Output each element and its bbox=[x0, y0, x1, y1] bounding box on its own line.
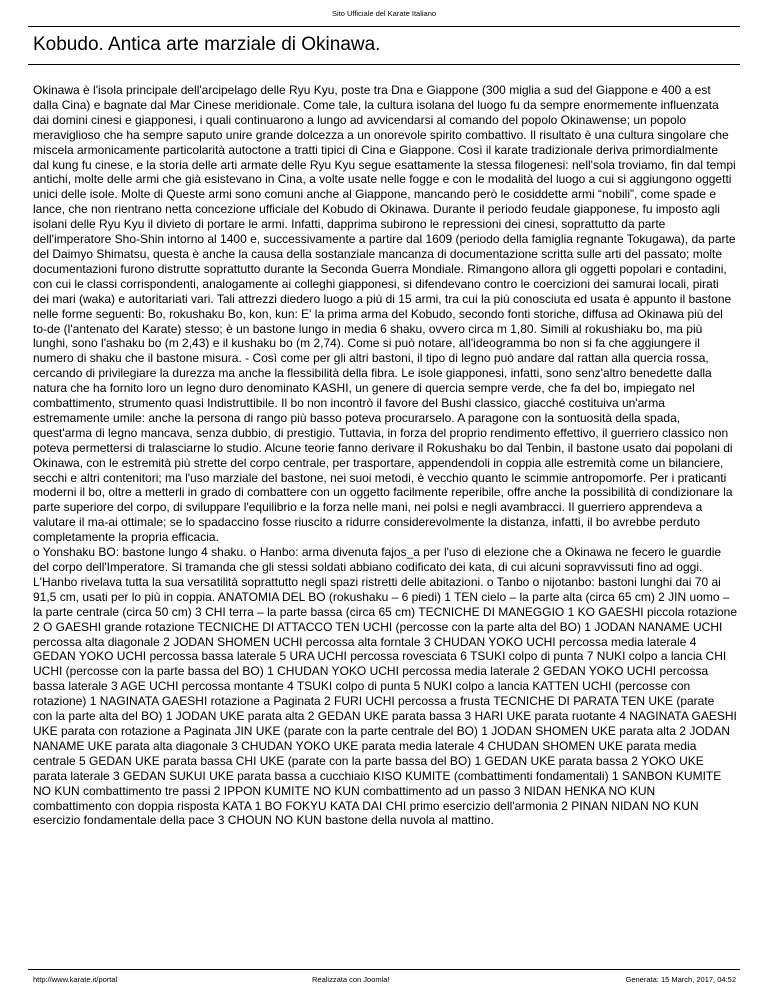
header-divider bbox=[28, 26, 740, 27]
footer-generated-date: Generata: 15 March, 2017, 04:52 bbox=[625, 975, 736, 984]
footer-divider bbox=[28, 969, 740, 970]
footer-url-link[interactable]: http://www.karate.it/portal bbox=[33, 975, 118, 984]
site-header: Sito Ufficiale del Karate Italiano bbox=[331, 9, 437, 18]
title-divider bbox=[28, 64, 740, 65]
article-title: Kobudo. Antica arte marziale di Okinawa. bbox=[33, 34, 381, 55]
article-body: Okinawa è l'isola principale dell'arcipelago delle Ryu Kyu, poste tra Dna e Giappone (300 miglia a sud del Giappone e 400 a est dalla Cina) e bagnate dal Mar Cinese meridionale. Come tale, la cultura isolana del luogo fu da sempre enormemente influenzata dai domini cinesi e giapponesi, i quali continuarono a lungo ad avvicendarsi al comando del popolo Okinawense; un popolo meraviglioso che ha sempre saputo unire grande dolcezza a un onorevole spirito combattivo. Il risultato è una cultura singolare che miscela armonicamente particolarità autoctone a tratti tipici di Cina e Giappone. Così il karate tradizionale deriva primordialmente dal kung fu cinese, e la storia delle arti armate delle Ryu Kyu segue esattamente la stessa filogenesi: nell'sola troviamo, fin dal tempi antichi, molte delle armi che già esistevano in Cina, a volte usate nelle fogge e con le modalità del luogo a cui si aggiungono oggetti unici delle isole. Molte di Queste armi sono comuni anche al Giappone, mancando però le cosiddette armi “nobili”, come spade e lance, che non rientrano netta concezione ufficiale del Kobudo di Okinawa. Durante il periodo feudale giapponese, fu imposto agli isolani delle Ryu Kyu il divieto di portare le armi. Infatti, dapprima subirono le repressioni dei cinesi, soprattutto da parte dell'imperatore Sho-Shin intorno al 1400 e, successivamente a partire dal 1609 (periodo della famiglia regnante Tokugawa), da parte del Daimyo Shimatsu, questa è anche la causa della sostanziale mancanza di documentazione scritta sulle arti del passato; molte documentazioni furono distrutte soprattutto durante la Seconda Guerra Mondiale. Rimangono allora gli oggetti popolari e contadini, con cui le classi corrispondenti, analogamente ai colleghi giapponesi, si difendevano contro le coercizioni dei samurai locali, pirati dei mari (waka) e autoritariati vari. Tali attrezzi diedero luogo a più di 15 armi, tra cui la più conosciuta ed usata è appunto il bastone nelle forme seguenti: Bo, rokushaku Bo, kon, kun: E' la prima arma del Kobudo, secondo fonti storiche, diffusa ad Okinawa più del to-de (l'antenato del Karate) stesso; è un bastone lungo in media 6 shaku, ovvero circa m 1,80. Simili al rokushiaku bo, ma più lunghi, sono l'ashaku bo (m 2,43) e il kushaku bo (m 2,74). Come si può notare, all'ideogramma bo non si fa che aggiungere il numero di shaku che il bastone misura. - Così come per gli altri bastoni, il tipo di legno può andare dal rattan alla quercia rossa, cercando di privilegiare la durezza ma anche la flessibilità della fibra. Le isole giapponesi, infatti, sono senz'altro benedette dalla natura che ha fornito loro un legno duro denominato KASHI, un genere di quercia sempre verde, che fa del bo, impiegato nel combattimento, strumento quasi Indistruttibile. Il bo non incontrò il favore del Bushi classico, giacché costituiva un'arma estremamente umile: anche la persona di rango più basso poteva procurarselo. A paragone con la sontuosità della spada, quest'arma di legno mancava, senza dubbio, di prestigio. Tuttavia, in forza del proprio rendimento effettivo, il guerriero classico non poteva permettersi di tralasciarne lo studio. Alcune teorie fanno derivare il Rokushaku bo dal Tenbin, il bastone usato dai popolani di Okinawa, con le estremità più strette del corpo centrale, per trasportare, appendendoli in coppia alle estremità come un bilanciere, secchi e altri contenitori; ma l'uso marziale del bastone, nei suoi metodi, è vecchio quanto le scimmie antropomorfe. Per i praticanti moderni il bo, oltre a metterli in grado di combattere con un oggetto facilmente reperibile, offre anche la possibilità di condizionare la parte superiore del corpo, di sviluppare l'equilibrio e la forza nelle mani, nei polsi e negli avambracci. Il guerriero apprendeva a valutare il ma-ai ottimale; se lo spadaccino fosse riuscito a ridurre considerevolmente la distanza, infatti, il bo avrebbe perduto completamente la propria efficacia. o Yonshaku BO: bastone lungo 4 shaku. o Hanbo: arma divenuta fajos_a per l'uso di elezione che a Okinawa ne fecero le guardie del corpo dell'Imperatore. Si tramanda che gli stessi soldati abbiano codificato dei kata, di cui alcuni sopravvissuti fino ad oggi. L'Hanbo rivelava tutta la sua versatilità soprattutto negli spazi ristretti delle abitazioni. o Tanbo o nijotanbo: bastoni lunghi dai 70 ai 91,5 cm, usati per lo più in coppia. ANATOMIA DEL BO (rokushaku – 6 piedi) 1 TEN cielo – la parte alta (circa 65 cm) 2 JIN uomo – la parte centrale (circa 50 cm) 3 CHI terra – la parte bassa (circa 65 cm) TECNICHE DI MANEGGIO 1 KO GAESHI piccola rotazione 2 O GAESHI grande rotazione TECNICHE DI ATTACCO TEN UCHI (percosse con la parte alta del BO) 1 JODAN NANAME UCHI percossa alta diagonale 2 JODAN SHOMEN UCHI percossa alta forntale 3 CHUDAN YOKO UCHI percossa media laterale 4 GEDAN YOKO UCHI percossa bassa laterale 5 URA UCHI percossa rovesciata 6 TSUKI colpo di punta 7 NUKI colpo a lancia CHI UCHI (percosse con la parte bassa del BO) 1 CHUDAN YOKO UCHI percossa media laterale 2 GEDAN YOKO UCHI percossa bassa laterale 3 AGE UCHI percossa montante 4 TSUKI colpo di punta 5 NUKI colpo a lancia KATTEN UCHI (percosse con rotazione) 1 NAGINATA GAESHI rotazione a Paginata 2 FURI UCHI percossa a frusta TECNICHE DI PARATA TEN UKE (parate con la parte alta del BO) 1 JODAN UKE parata alta 2 GEDAN UKE parata bassa 3 HARI UKE parata ruotante 4 NAGINATA GAESHI UKE parata con rotazione a Paginata JIN UKE (parate con la parte centrale del BO) 1 JODAN SHOMEN UKE parata alta 2 JODAN NANAME UKE parata alta diagonale 3 CHUDAN YOKO UKE parata media laterale 4 CHUDAN SHOMEN UKE parata media centrale 5 GEDAN UKE parata bassa CHI UKE (parate con la parte bassa del BO) 1 GEDAN UKE parata bassa 2 YOKO UKE parata laterale 3 GEDAN SUKUI UKE parata bassa a cucchiaio KISO KUMITE (combattimenti fondamentali) 1 SANBON KUMITE NO KUN combattimento tre passi 2 IPPON KUMITE NO KUN combattimento ad un passo 3 NIDAN HENKA NO KUN combattimento con doppia risposta KATA 1 BO FOKYU KATA DAI CHI primo esercizio dell'armonia 2 PINAN NIDAN NO KUN esercizio fondamentale della pace 3 CHOUN NO KUN bastone della nuvola al mattino. bbox=[33, 83, 738, 828]
footer-made-with: Realizzata con Joomla! bbox=[312, 975, 390, 984]
